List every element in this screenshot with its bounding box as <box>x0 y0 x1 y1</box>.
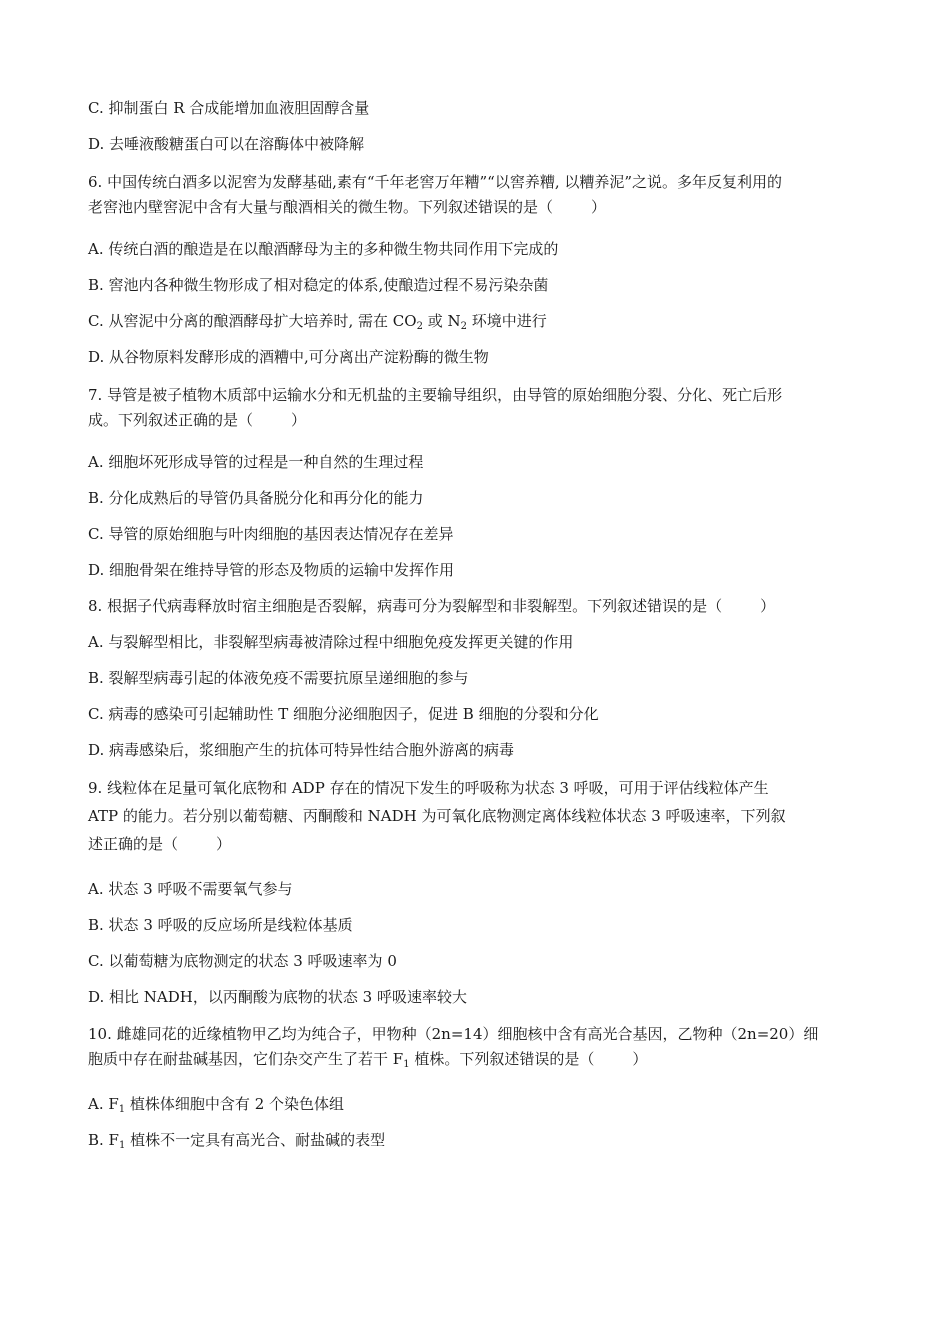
subscript: 1 <box>118 1104 126 1115</box>
q10-stem-line-1: 10. 雌雄同花的近缘植物甲乙均为纯合子，甲物种（2n=14）细胞核中含有高光合基因，乙物种（2n=20）细 <box>88 1025 819 1043</box>
q9-stem-line-3 <box>88 834 231 854</box>
q10-stem-text: 胞质中存在耐盐碱基因，它们杂交产生了若干 F <box>88 1050 404 1068</box>
q7-option-c: C. 导管的原始细胞与叶肉细胞的基因表达情况存在差异 <box>88 525 454 543</box>
subscript: 1 <box>403 1059 410 1070</box>
q8-stem-close: ） <box>760 597 776 615</box>
subscript: 2 <box>460 321 467 332</box>
q9-option-a: A. 状态 3 呼吸不需要氧气参与 <box>88 880 293 898</box>
q6-stem-line-2 <box>88 197 606 217</box>
q6-stem-line-1: 6. 中国传统白酒多以泥窖为发酵基础,素有“千年老窖万年糟”“以窖养糟, 以糟养泥”之说。多年反复利用的 <box>88 173 783 191</box>
q8-option-b: B. 裂解型病毒引起的体液免疫不需要抗原呈递细胞的参与 <box>88 669 469 687</box>
q7-stem-text: 成。下列叙述正确的是（ <box>88 411 254 429</box>
q10-option-b-text: 植株不一定具有高光合、耐盐碱的表型 <box>125 1131 386 1149</box>
q10-stem-text: 植株。下列叙述错误的是（ <box>409 1050 595 1068</box>
q9-stem-line-2: ATP 的能力。若分别以葡萄糖、丙酮酸和 NADH 为可氧化底物测定离体线粒体状态 3 呼吸速率，下列叙 <box>88 807 786 825</box>
q6-stem-close: ） <box>591 198 607 216</box>
q8-stem <box>88 596 775 616</box>
q6-option-b: B. 窖池内各种微生物形成了相对稳定的体系,使酿造过程不易污染杂菌 <box>88 276 549 294</box>
q6-stem-text: 老窖池内壁窖泥中含有大量与酿酒相关的微生物。下列叙述错误的是（ <box>88 198 554 216</box>
q10-stem-close: ） <box>632 1050 648 1068</box>
q6-option-a: A. 传统白酒的酿造是在以酿酒酵母为主的多种微生物共同作用下完成的 <box>88 240 559 258</box>
q9-option-b: B. 状态 3 呼吸的反应场所是线粒体基质 <box>88 916 353 934</box>
q8-option-c: C. 病毒的感染可引起辅助性 T 细胞分泌细胞因子，促进 B 细胞的分裂和分化 <box>88 705 599 723</box>
q10-option-a-text: A. F <box>88 1095 119 1113</box>
q10-option-b <box>88 1130 385 1150</box>
q9-option-c: C. 以葡萄糖为底物测定的状态 3 呼吸速率为 0 <box>88 952 397 970</box>
q6-option-c-text: C. 从窖泥中分离的酿酒酵母扩大培养时, 需在 CO <box>88 312 417 330</box>
q8-option-d: D. 病毒感染后，浆细胞产生的抗体可特异性结合胞外游离的病毒 <box>88 741 515 759</box>
subscript: 1 <box>118 1140 126 1151</box>
q8-option-a: A. 与裂解型相比，非裂解型病毒被清除过程中细胞免疫发挥更关键的作用 <box>88 633 574 651</box>
q10-option-a-text: 植株体细胞中含有 2 个染色体组 <box>125 1095 345 1113</box>
q5-option-c: C. 抑制蛋白 R 合成能增加血液胆固醇含量 <box>88 99 370 117</box>
subscript: 2 <box>416 321 423 332</box>
q7-option-b: B. 分化成熟后的导管仍具备脱分化和再分化的能力 <box>88 489 424 507</box>
q6-option-c-text: 或 N <box>422 312 461 330</box>
q8-stem-text: 8. 根据子代病毒释放时宿主细胞是否裂解，病毒可分为裂解型和非裂解型。下列叙述错误的是（ <box>88 597 723 615</box>
q7-stem-close: ） <box>291 411 307 429</box>
q9-stem-text: 述正确的是（ <box>88 835 179 853</box>
q6-option-c-text: 环境中进行 <box>466 312 547 330</box>
q10-option-b-text: B. F <box>88 1131 119 1149</box>
q6-option-d: D. 从谷物原料发酵形成的酒糟中,可分离出产淀粉酶的微生物 <box>88 348 489 366</box>
q7-stem-line-2 <box>88 410 306 430</box>
q9-stem-close: ） <box>216 835 232 853</box>
q6-option-c <box>88 311 547 331</box>
q7-option-d: D. 细胞骨架在维持导管的形态及物质的运输中发挥作用 <box>88 561 455 579</box>
q7-stem-line-1: 7. 导管是被子植物木质部中运输水分和无机盐的主要输导组织，由导管的原始细胞分裂、分化、死亡后形 <box>88 386 783 404</box>
q10-option-a <box>88 1094 344 1114</box>
q7-option-a: A. 细胞坏死形成导管的过程是一种自然的生理过程 <box>88 453 424 471</box>
q9-stem-line-1: 9. 线粒体在足量可氧化底物和 ADP 存在的情况下发生的呼吸称为状态 3 呼吸，可用于评估线粒体产生 <box>88 779 769 797</box>
q5-option-d: D. 去唾液酸糖蛋白可以在溶酶体中被降解 <box>88 135 365 153</box>
q10-stem-line-2 <box>88 1049 647 1069</box>
q9-option-d: D. 相比 NADH，以丙酮酸为底物的状态 3 呼吸速率较大 <box>88 988 467 1006</box>
